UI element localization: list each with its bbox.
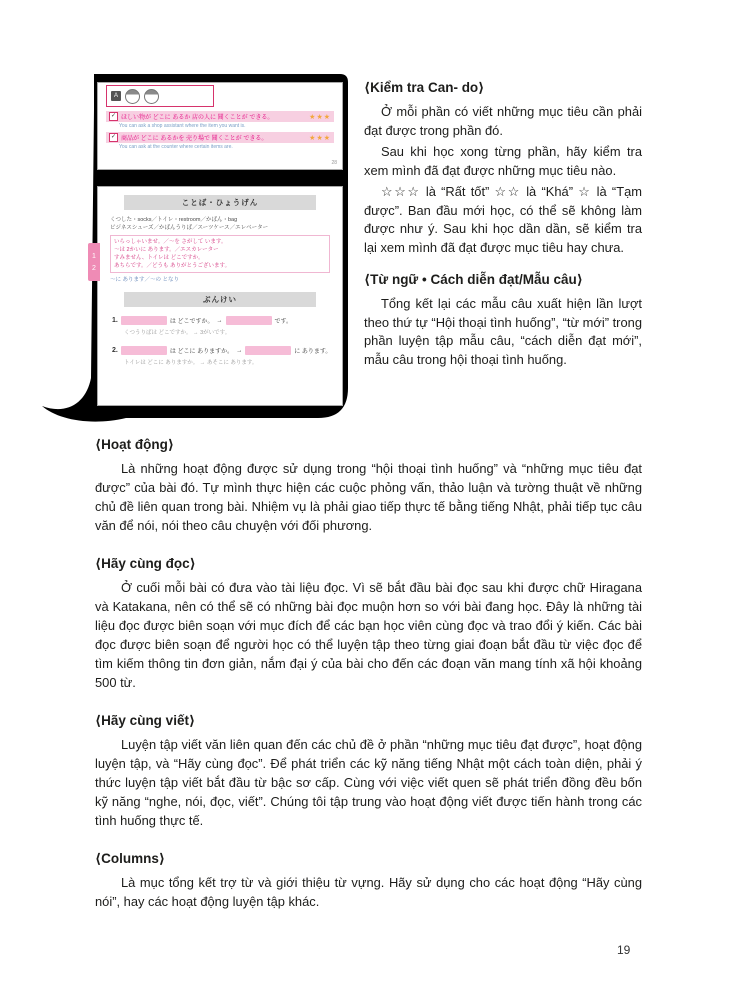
arrow-icon: → bbox=[216, 317, 223, 324]
fill-in-blank bbox=[226, 316, 272, 325]
cando-statement-en: You can ask a shop assistant where the item you want is. bbox=[119, 123, 246, 129]
lesson-number: 1 bbox=[92, 252, 96, 260]
pattern-line bbox=[112, 316, 328, 325]
expressions-box bbox=[110, 235, 330, 273]
paragraph: ☆☆☆ là “Rất tốt” ☆☆ là “Khá” ☆ là “Tạm được”. Ban đầu mới học, có thể sẽ không làm được như ý. Sau khi học dần dần, sẽ kiểm tra lại xem mình đã đạt được mục tiêu hay chưa. bbox=[364, 184, 642, 255]
checkbox-icon: ✓ bbox=[110, 134, 117, 140]
fill-in-blank bbox=[121, 346, 167, 355]
character-face-icon bbox=[125, 89, 140, 104]
main-sections bbox=[95, 437, 642, 932]
sentence-patterns bbox=[112, 316, 332, 366]
stars-rating: ★★★ bbox=[309, 134, 331, 142]
cando-statement-jp: ほしい物が どこに あるか 店の人に 聞くことが できる。 bbox=[121, 115, 274, 121]
section-title: ⟨Hoạt động⟩ bbox=[95, 437, 175, 452]
section-title: ⟨Hãy cùng đọc⟩ bbox=[95, 556, 196, 571]
section-hay-cung-viet bbox=[95, 713, 642, 830]
arrow-icon: → bbox=[236, 347, 243, 354]
section-columns bbox=[95, 851, 642, 911]
vocab-line: 〜は 2かいに あります。／エスカレーター bbox=[114, 247, 219, 253]
vocab-line: 〜に あります／〜の となり bbox=[110, 277, 180, 283]
section-hoat-dong bbox=[95, 437, 642, 535]
vocab-line: ビジネスシューズ／かばんうりば／スーツケース／エレベーター bbox=[110, 225, 269, 231]
thumbnail-page-number: 28 bbox=[331, 160, 337, 166]
pattern-example: トイレは どこに ありますか。 → あそこに あります。 bbox=[124, 360, 258, 366]
cando-statement-jp: 商品が どこに あるかを 売り場で 聞くことが できる。 bbox=[121, 136, 268, 142]
pattern-text: は どこに ありますか。 bbox=[169, 349, 234, 355]
paragraph: Luyện tập viết văn liên quan đến các chủ đề ở phần “những mục tiêu đạt được”, hoạt động luyện tập, và “Hãy cùng đọc”. Để phát triển các kỹ năng tiếng Nhật một cách toàn diện, phải ý thức luyện tập viết bắt đầu từ bậc sơ cấp. Cùng với việc viết quen sẽ phát triển đồng đều bốn kỹ năng “nghe, nói, đọc, viết”. Chúng tôi tập trung vào hoạt động viết được tiến hành trong các tình huống thực tế. bbox=[95, 737, 642, 828]
cando-check-row bbox=[106, 132, 334, 143]
pattern-number: 2. bbox=[112, 347, 118, 354]
pattern-number: 1. bbox=[112, 317, 118, 324]
textbook-thumbnail-kotoba bbox=[92, 186, 343, 406]
vocab-line: くつした・socks／トイレ・restroom／かばん・bag bbox=[110, 217, 238, 223]
pattern-text: は どこですか。 bbox=[169, 319, 214, 325]
paragraph: Tổng kết lại các mẫu câu xuất hiện lần lượt theo thứ tự “Hội thoại tình huống”, “từ mới” trong phần luyện tập mẫu câu, “cách diễn đạt mới”, mẫu câu trong hội thoại tình huống. bbox=[364, 296, 642, 367]
textbook-thumbnail-cando bbox=[97, 82, 343, 170]
stars-rating: ★★★ bbox=[309, 113, 331, 121]
paragraph: Là những hoạt động được sử dụng trong “hội thoại tình huống” và “những mục tiêu đạt được” của bài đó. Tự mình thực hiện các cuộc phỏng vấn, thảo luận và tường thuật về những chủ đề liên quan trong bài. Nhiệm vụ là phải giao tiếp thực tế bằng tiếng Nhật, phải tiếp tục câu văn để nói, nói theo câu chuyện với đối phương. bbox=[95, 461, 642, 533]
cando-check-rows bbox=[98, 111, 342, 150]
vocab-line: すみません、トイレは どこですか。 bbox=[114, 255, 204, 261]
fill-in-blank bbox=[245, 346, 291, 355]
cando-check-row bbox=[106, 111, 334, 122]
paragraph: Ở cuối mỗi bài có đưa vào tài liệu đọc. Vì sẽ bắt đầu bài đọc sau khi được chữ Hiragana và Katakana, nên có thể sẽ có những bài đọc muộn hơn so với bài đang học. Đây là những tài liệu đọc được biên soạn với mục đích để các bạn học viên cùng đọc và trao đổi ý kiến. Các bài đọc được biên soạn để người học có thể luyện tập theo từng giai đoạn bắt đầu từ việc đọc để tìm kiếm thông tin đơn giản, nắm đại ý của bài cho đến các đoạn văn mang tính xã hội khoảng 500 từ. bbox=[95, 580, 642, 690]
section-title: ⟨Hãy cùng viết⟩ bbox=[95, 713, 196, 728]
section-title-kiem-tra-cando: ⟨Kiểm tra Can- do⟩ bbox=[364, 80, 485, 95]
right-column bbox=[364, 80, 642, 372]
bunkei-header-bar: ぶんけい bbox=[124, 292, 316, 307]
checkbox-icon: ✓ bbox=[110, 113, 117, 119]
page-number: 19 bbox=[617, 943, 631, 957]
sign-a-icon: A bbox=[111, 91, 121, 101]
pattern-text: です。 bbox=[274, 319, 293, 325]
paragraph: Sau khi học xong từng phần, hãy kiểm tra xem mình đã đạt được những mục tiêu nào. bbox=[364, 144, 642, 178]
vocab-list bbox=[110, 216, 330, 284]
section-title-tu-ngu: ⟨Từ ngữ • Cách diễn đạt/Mẫu câu⟩ bbox=[364, 272, 583, 287]
vocab-line: あちらです。／どうも ありがとうございます。 bbox=[114, 263, 231, 269]
section-hay-cung-doc bbox=[95, 556, 642, 692]
kotoba-header-bar: ことば・ひょうげん bbox=[124, 195, 316, 210]
pattern-text: に あります。 bbox=[294, 349, 332, 355]
section-title: ⟨Columns⟩ bbox=[95, 851, 166, 866]
fill-in-blank bbox=[121, 316, 167, 325]
lesson-number: 2 bbox=[92, 264, 96, 272]
paragraph: Là mục tổng kết trợ từ và giới thiệu từ vựng. Hãy sử dụng cho các hoạt động “Hãy cùng nói”, hay các hoạt động luyện tập khác. bbox=[95, 875, 642, 909]
cando-statement-en: You can ask at the counter where certain items are. bbox=[119, 144, 233, 150]
pattern-example: くつうりばは どこですか。 → 3がいです。 bbox=[124, 330, 231, 336]
lesson-number-tab bbox=[88, 243, 100, 281]
pattern-line bbox=[112, 346, 332, 355]
vocab-line: いらっしゃいませ。／〜を さがして います。 bbox=[114, 239, 227, 245]
characters-illustration bbox=[106, 85, 214, 107]
paragraph: Ở mỗi phần có viết những mục tiêu cần phải đạt được trong phần đó. bbox=[364, 104, 642, 138]
character-face-icon bbox=[144, 89, 159, 104]
